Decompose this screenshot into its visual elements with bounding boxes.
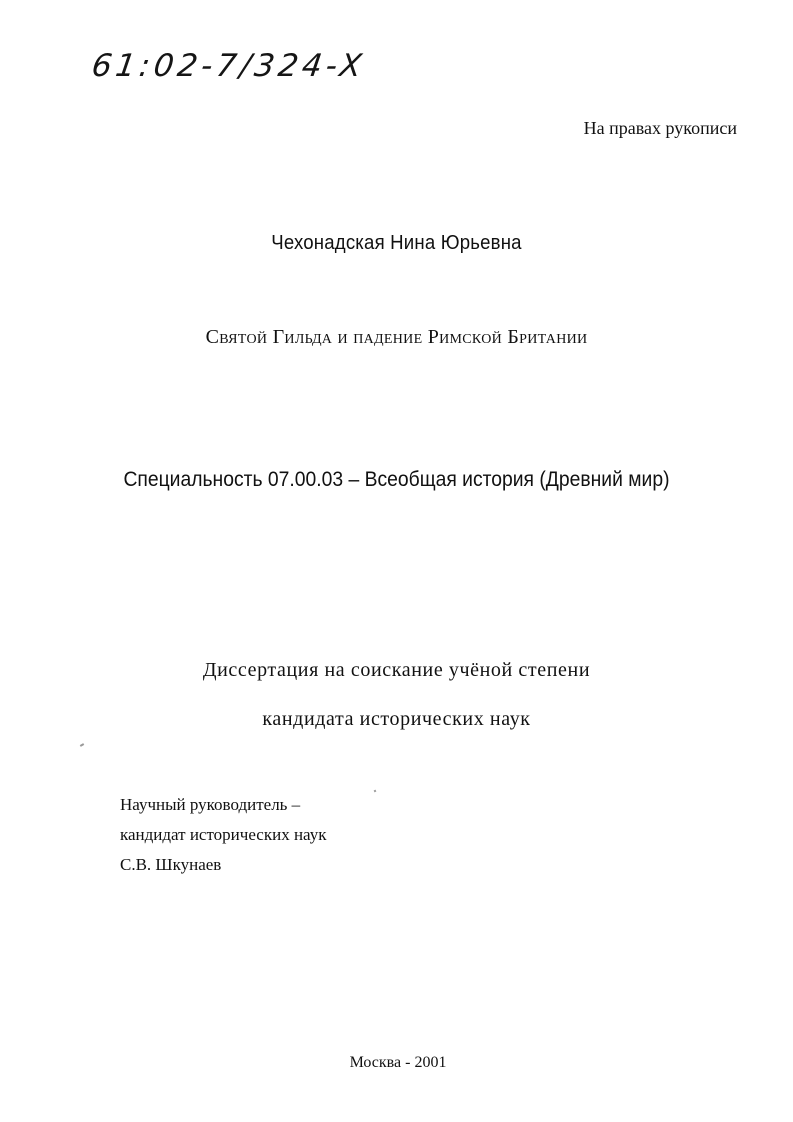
place-and-year: Москва - 2001: [349, 1054, 447, 1071]
dissertation-title: Святой Гильда и падение Римской Британии: [205, 326, 588, 348]
rights-notice: На правах рукописи: [583, 118, 737, 138]
supervisor-rank: кандидат исторических наук: [120, 825, 327, 844]
specialty-line: Специальность 07.00.03 – Всеобщая история (Древний мир): [123, 468, 670, 491]
scan-speck: [80, 743, 84, 747]
degree-line-1: Диссертация на соискание учёной степени: [202, 659, 591, 681]
scan-speck: [374, 790, 377, 793]
supervisor-label: Научный руководитель –: [120, 795, 301, 814]
author-name: Чехонадская Нина Юрьевна: [271, 232, 522, 254]
degree-line-2: кандидата исторических наук: [262, 708, 531, 730]
handwritten-archive-code: 61:02-7/324-X: [89, 48, 368, 84]
supervisor-name: С.В. Шкунаев: [120, 855, 222, 874]
